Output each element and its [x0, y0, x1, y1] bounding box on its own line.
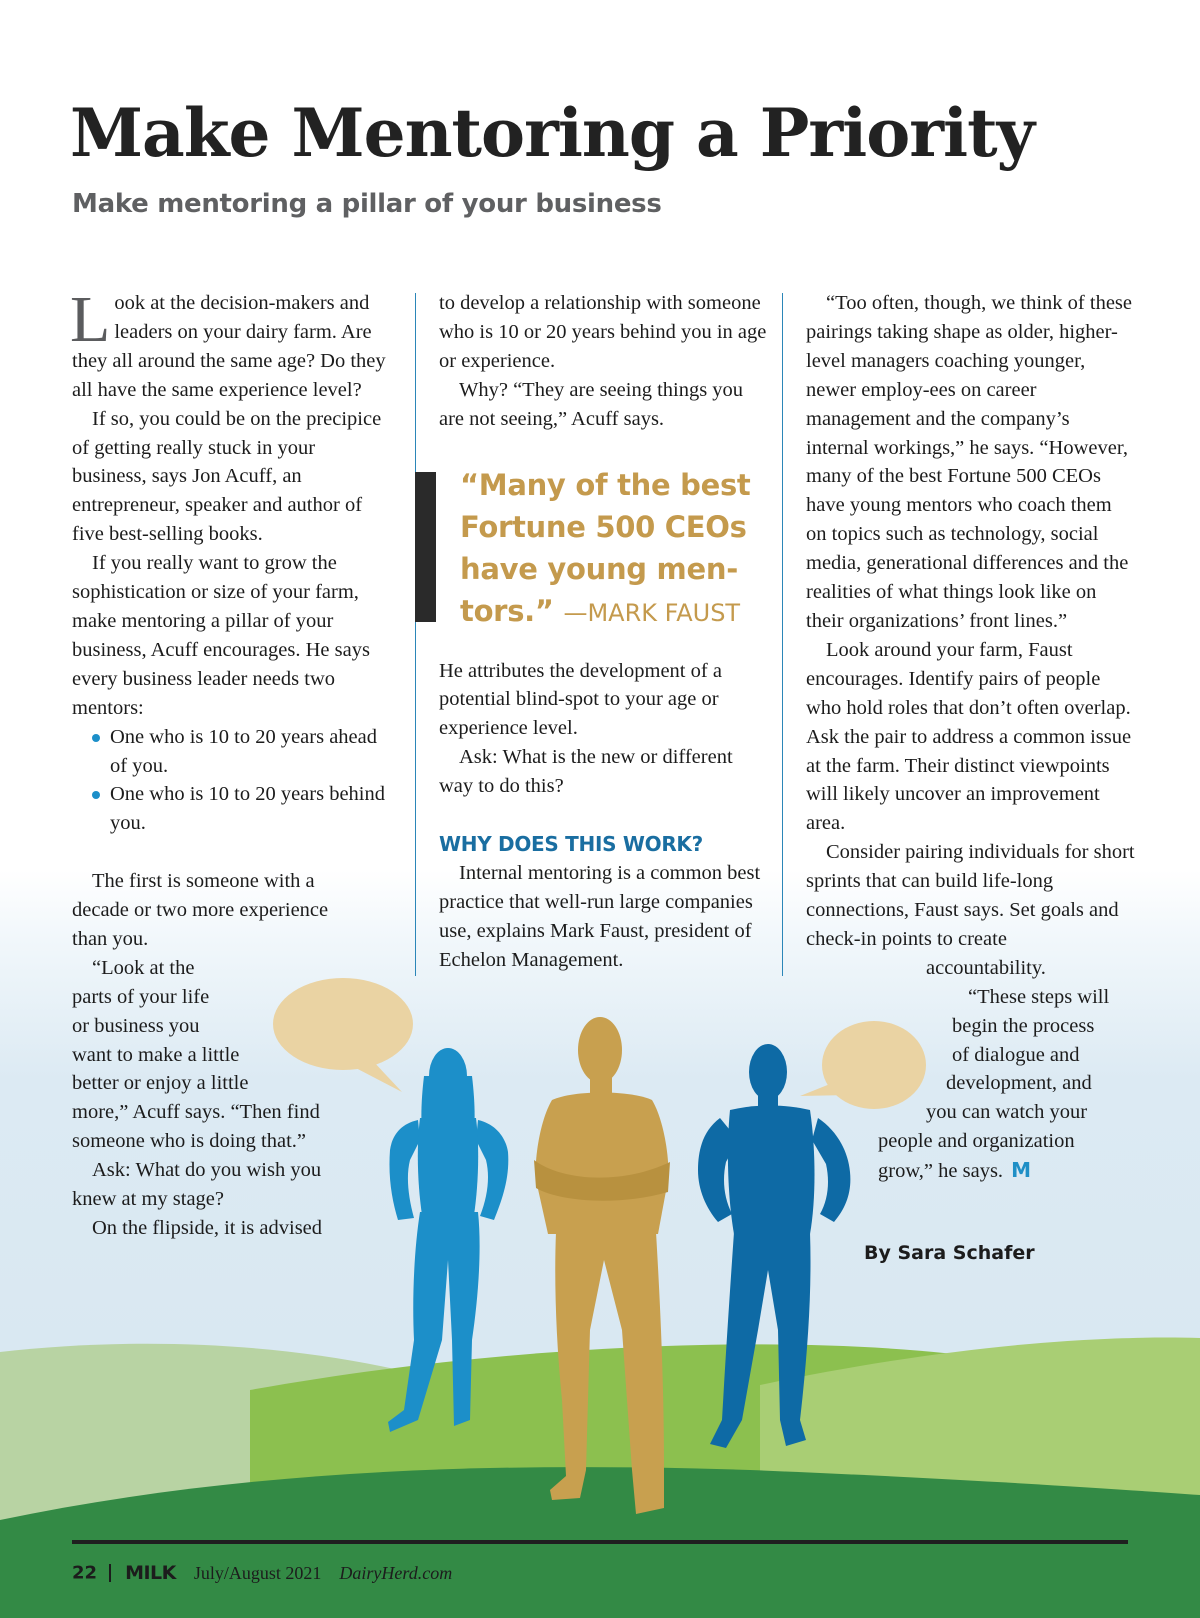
article-subtitle: Make mentoring a pillar of your business	[72, 189, 662, 219]
text-line: someone who is doing that.”	[72, 1130, 307, 1153]
paragraph-text: ook at the decision-makers and leaders on your dairy farm. Are they all around the same age? Do they all have the same experience level?	[72, 292, 386, 401]
page-footer	[72, 1562, 452, 1588]
closing-line-text: grow,” he says.	[878, 1160, 1004, 1183]
paragraph: If you really want to grow the sophistication or size of your farm, make mentoring a pillar of your business, Acuff encourages. He says every business leader needs two mentors:	[72, 552, 370, 719]
list-item	[72, 723, 392, 781]
text-line: better or enjoy a little	[72, 1072, 249, 1095]
text-line: begin the process	[952, 1014, 1095, 1037]
wrapped-quote-paragraph	[72, 954, 392, 1156]
mentor-list	[72, 723, 392, 839]
byline: By Sara Schafer	[864, 1242, 1035, 1264]
bullet-icon	[92, 791, 100, 799]
paragraph: He attributes the development of a potential blind-spot to your age or experience level.	[439, 659, 722, 740]
column-rule-right	[782, 293, 783, 976]
wrapped-quote-paragraph	[806, 983, 1136, 1186]
footer-rule	[72, 1540, 1128, 1544]
section-subhead: WHY DOES THIS WORK?	[439, 831, 703, 856]
text-line: development, and	[946, 1072, 1092, 1095]
pull-quote	[415, 464, 755, 628]
pull-quote-bar	[415, 472, 436, 622]
issue-date: July/August 2021	[193, 1562, 322, 1583]
pull-quote-text: “Many of the best Fortune 500 CEOs have young men-tors.”	[460, 468, 751, 628]
article-title: Make Mentoring a Priority	[70, 94, 1034, 172]
paragraph: If so, you could be on the precipice of getting really stuck in your business, says Jon Acuff, an entrepreneur, speaker and author of five best-selling books.	[72, 407, 382, 546]
drop-cap: L	[70, 283, 111, 356]
paragraph: Look around your farm, Faust encourages. Identify pairs of people who hold roles that don’t often overlap. Ask the pair to address a common issue at the farm. Their distinct viewpoints will likely uncover an improvement area.	[806, 638, 1132, 835]
page-number: 22	[72, 1562, 98, 1584]
end-mark-icon: M	[1011, 1158, 1031, 1183]
article-column-1	[70, 283, 392, 1243]
text-line	[806, 1156, 1136, 1186]
paragraph: Internal mentoring is a common best practice that well-run large companies use, explains Mark Faust, president of Echelon Management.	[439, 861, 761, 971]
pull-quote-body	[460, 464, 760, 634]
article-column-3	[806, 289, 1136, 1186]
spacer	[72, 838, 392, 867]
text-line: accountability.	[926, 956, 1046, 979]
paragraph	[70, 283, 392, 405]
text-line: of dialogue and	[952, 1043, 1080, 1066]
paragraph: The first is someone with a decade or two more experience than you.	[72, 870, 329, 950]
paragraph: “Too often, though, we think of these pairings taking shape as older, higher-level managers coaching younger, newer employ-ees on career management and the company’s internal workings,” he says. “However, many of the best Fortune 500 CEOs have young mentors who coach them on topics such as technology, social media, generational differences and the realities of what things look like on their organizations’ front lines.”	[806, 292, 1132, 632]
paragraph: Ask: What do you wish you knew at my stage?	[72, 1159, 322, 1211]
paragraph: to develop a relationship with someone who is 10 or 20 years behind you in age or experience.	[439, 292, 767, 372]
magazine-logo: MILK	[125, 1562, 176, 1584]
website-link[interactable]: DairyHerd.com	[339, 1562, 453, 1583]
text-line: “Look at the	[92, 956, 195, 979]
column-rule-left	[415, 293, 416, 976]
text-line: or business you	[72, 1014, 200, 1037]
bullet-icon	[92, 734, 100, 742]
text-line: want to make a little	[72, 1043, 240, 1066]
paragraph: Ask: What is the new or different way to do this?	[439, 746, 733, 798]
paragraph: Why? “They are seeing things you are not seeing,” Acuff says.	[439, 378, 744, 430]
text-line: “These steps will	[968, 985, 1110, 1008]
text-line: people and organization	[878, 1130, 1075, 1153]
text-line: parts of your life	[72, 985, 210, 1008]
paragraph: Consider pairing individuals for short sprints that can build life-long connections, Faust says. Set goals and check-in points to create	[806, 841, 1135, 950]
list-item	[72, 780, 392, 838]
text-line: more,” Acuff says. “Then find	[72, 1101, 320, 1124]
spacer	[439, 801, 769, 830]
list-item-text: One who is 10 to 20 years ahead of you.	[110, 725, 378, 777]
list-item-text: One who is 10 to 20 years behind you.	[110, 783, 385, 835]
pull-quote-attribution: —MARK FAUST	[563, 599, 741, 627]
paragraph: On the flipside, it is advised	[92, 1216, 323, 1239]
text-line: you can watch your	[926, 1101, 1088, 1124]
footer-separator	[109, 1564, 111, 1582]
